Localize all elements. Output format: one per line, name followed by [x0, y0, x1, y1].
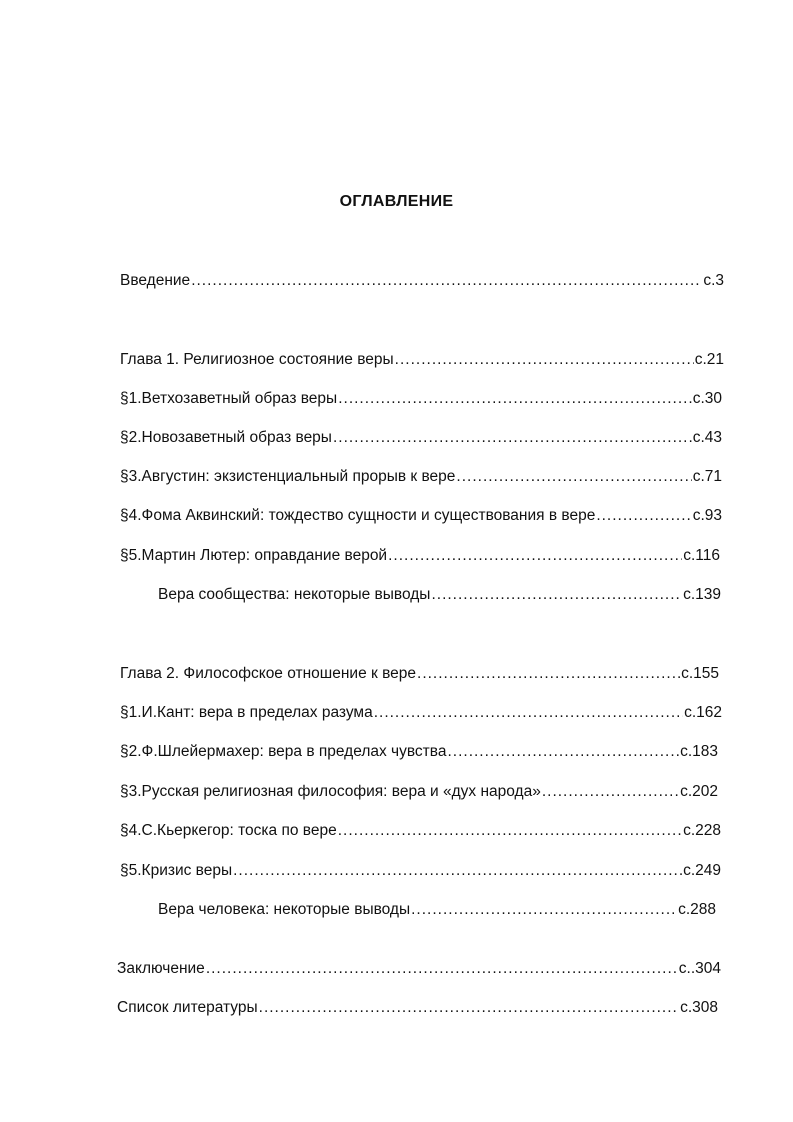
dot-leader: [447, 742, 679, 762]
dot-leader: [259, 998, 679, 1018]
dot-leader: [456, 467, 691, 487]
toc-entry-ch1-section-1: [120, 389, 722, 409]
dot-leader: [395, 350, 694, 370]
toc-entry-ch2-conclusions: [158, 900, 716, 920]
toc-entry-ch1-section-3: [120, 467, 722, 487]
toc-entry-page: с.162: [684, 704, 722, 721]
page-title: ОГЛАВЛЕНИЕ: [339, 193, 454, 210]
toc-entry-page: с.228: [683, 822, 721, 839]
toc-entry-label: §5.Кризис веры: [120, 862, 233, 879]
dot-leader: [338, 389, 691, 409]
toc-entry-label: Вера человека: некоторые выводы: [158, 901, 411, 918]
toc-entry-page: с.116: [683, 547, 720, 564]
toc-entry-ch1-section-5: [120, 546, 720, 566]
toc-entry-label: Глава 2. Философское отношение к вере: [120, 665, 417, 682]
toc-entry-page: с.155: [681, 665, 719, 682]
toc-entry-page: с..304: [678, 960, 721, 977]
toc-entry-ch2-section-5: [120, 861, 721, 881]
toc-entry-page: с.308: [680, 999, 718, 1016]
toc-entry-label: §2.Ф.Шлейермахер: вера в пределах чувства: [120, 743, 447, 760]
toc-entry-conclusion: [117, 959, 721, 979]
toc-entry-page: с.93: [692, 507, 722, 524]
toc-entry-label: Введение: [120, 272, 191, 289]
toc-entry-ch2-section-2: [120, 742, 718, 762]
toc-entry-page: с.43: [692, 429, 722, 446]
toc-entry-label: Список литературы: [117, 999, 258, 1016]
toc-entry-label: Заключение: [117, 960, 205, 977]
toc-entry-introduction: [120, 271, 724, 291]
toc-entry-label: §2.Новозаветный образ веры: [120, 429, 332, 446]
dot-leader: [338, 821, 682, 841]
dot-leader: [388, 546, 682, 566]
toc-entry-page: с.183: [680, 743, 718, 760]
toc-entry-page: с.3: [703, 272, 724, 289]
toc-entry-bibliography: [117, 998, 718, 1018]
toc-entry-label: Глава 1. Религиозное состояние веры: [120, 351, 394, 368]
toc-entry-ch1-conclusions: [158, 585, 721, 605]
toc-entry-page: с.139: [683, 586, 721, 603]
toc-entry-label: §1.Ветхозаветный образ веры: [120, 390, 338, 407]
dot-leader: [542, 782, 679, 802]
dot-leader: [431, 585, 682, 605]
toc-entry-ch2-section-3: [120, 782, 718, 802]
dot-leader: [191, 271, 702, 291]
dot-leader: [233, 861, 682, 881]
toc-entry-label: §3.Русская религиозная философия: вера и «дух народа»: [120, 783, 541, 800]
toc-entry-label: §3.Августин: экзистенциальный прорыв к вере: [120, 468, 456, 485]
dot-leader: [411, 900, 677, 920]
toc-entry-label: Вера сообщества: некоторые выводы: [158, 586, 431, 603]
toc-entry-ch1-section-4: [120, 506, 722, 526]
toc-entry-ch1-section-2: [120, 428, 722, 448]
toc-entry-page: с.30: [692, 390, 722, 407]
dot-leader: [417, 664, 680, 684]
toc-entry-chapter-2: [120, 664, 719, 684]
dot-leader: [333, 428, 692, 448]
dot-leader: [596, 506, 691, 526]
dot-leader: [206, 959, 678, 979]
toc-entry-ch2-section-4: [120, 821, 721, 841]
toc-entry-page: с.21: [694, 351, 724, 368]
toc-entry-chapter-1: [120, 350, 724, 370]
toc-entry-label: §1.И.Кант: вера в пределах разума: [120, 704, 373, 721]
dot-leader: [374, 703, 683, 723]
toc-entry-page: с.288: [678, 901, 716, 918]
toc-entry-page: с.249: [683, 862, 721, 879]
toc-entry-label: §4.С.Кьеркегор: тоска по вере: [120, 822, 337, 839]
toc-entry-ch2-section-1: [120, 703, 722, 723]
toc-entry-label: §5.Мартин Лютер: оправдание верой: [120, 547, 388, 564]
toc-entry-label: §4.Фома Аквинский: тождество сущности и существования в вере: [120, 507, 596, 524]
toc-entry-page: с.202: [680, 783, 718, 800]
toc-entry-page: с.71: [692, 468, 722, 485]
